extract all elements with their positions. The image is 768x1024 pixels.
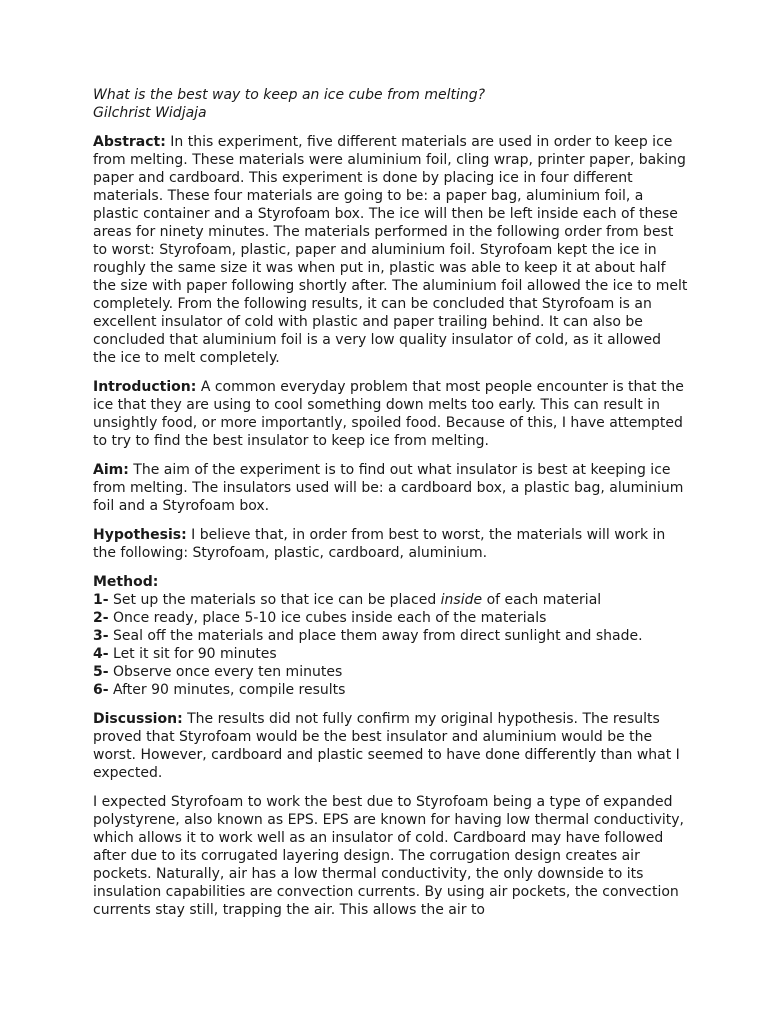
method-step [93, 645, 688, 663]
step-number: 6- [93, 682, 109, 698]
introduction-paragraph [93, 378, 688, 450]
discussion-text: The results did not fully confirm my original hypothesis. The results proved that Styrofoam would be the best insulator and aluminium would be the worst. However, cardboard and plastic seemed to have done differently than what I expected. [93, 711, 680, 781]
method-step [93, 681, 688, 699]
hypothesis-label: Hypothesis: [93, 527, 187, 543]
aim-label: Aim: [93, 462, 129, 478]
step-emphasis: inside [440, 592, 483, 608]
introduction-label: Introduction: [93, 379, 197, 395]
method-step [93, 591, 688, 609]
step-number: 2- [93, 610, 109, 626]
discussion-paragraph-2: I expected Styrofoam to work the best due to Styrofoam being a type of expanded polystyrene, also known as EPS. EPS are known for having low thermal conductivity, which allows it to work well as an insulator of cold. Cardboard may have followed after due to its corrugated layering design. The corrugation design creates air pockets. Naturally, air has a low thermal conductivity, the only downside to its insulation capabilities are convection currents. By using air pockets, the convection currents stay still, trapping the air. This allows the air to [93, 794, 684, 918]
step-text: Once ready, place 5-10 ice cubes inside each of the materials [113, 610, 547, 626]
step-text: Seal off the materials and place them away from direct sunlight and shade. [113, 628, 643, 644]
discussion-paragraph [93, 710, 688, 782]
step-number: 3- [93, 628, 109, 644]
step-text: Let it sit for 90 minutes [113, 646, 277, 662]
document-title: What is the best way to keep an ice cube from melting? [93, 87, 486, 103]
step-text: Set up the materials so that ice can be placed [113, 592, 437, 608]
title-block [93, 86, 688, 122]
discussion-label: Discussion: [93, 711, 183, 727]
introduction-text: A common everyday problem that most people encounter is that the ice that they are using to cool something down melts too early. This can result in unsightly food, or more importantly, spoiled food. Because of this, I have attempted to try to find the best insulator to keep ice from melting. [93, 379, 684, 449]
method-label: Method: [93, 574, 159, 590]
step-number: 4- [93, 646, 109, 662]
abstract-paragraph [93, 133, 688, 367]
method-step [93, 627, 688, 645]
aim-paragraph [93, 461, 688, 515]
method-step [93, 609, 688, 627]
author-name: Gilchrist Widjaja [93, 105, 207, 121]
step-text: Observe once every ten minutes [113, 664, 343, 680]
aim-text: The aim of the experiment is to find out what insulator is best at keeping ice from melting. The insulators used will be: a cardboard box, a plastic bag, aluminium foil and a Styrofoam box. [93, 462, 684, 514]
hypothesis-text: I believe that, in order from best to worst, the materials will work in the following: Styrofoam, plastic, cardboard, aluminium. [93, 527, 666, 561]
document-page [93, 86, 688, 930]
step-number: 5- [93, 664, 109, 680]
hypothesis-paragraph [93, 526, 688, 562]
method-section [93, 573, 688, 699]
abstract-label: Abstract: [93, 134, 166, 150]
step-text: After 90 minutes, compile results [113, 682, 346, 698]
method-step [93, 663, 688, 681]
abstract-text: In this experiment, five different materials are used in order to keep ice from melting. These materials were aluminium foil, cling wrap, printer paper, baking paper and cardboard. This experiment is done by placing ice in four different materials. These four materials are going to be: a paper bag, aluminium foil, a plastic container and a Styrofoam box. The ice will then be left inside each of these areas for ninety minutes. The materials performed in the following order from best to worst: Styrofoam, plastic, paper and aluminium foil. Styrofoam kept the ice in roughly the same size it was when put in, plastic was able to keep it at about half the size with paper following shortly after. The aluminium foil allowed the ice to melt completely. From the following results, it can be concluded that Styrofoam is an excellent insulator of cold with plastic and paper trailing behind. It can also be concluded that aluminium foil is a very low quality insulator of cold, as it allowed the ice to melt completely. [93, 134, 688, 366]
step-text-after: of each material [486, 592, 602, 608]
step-number: 1- [93, 592, 109, 608]
